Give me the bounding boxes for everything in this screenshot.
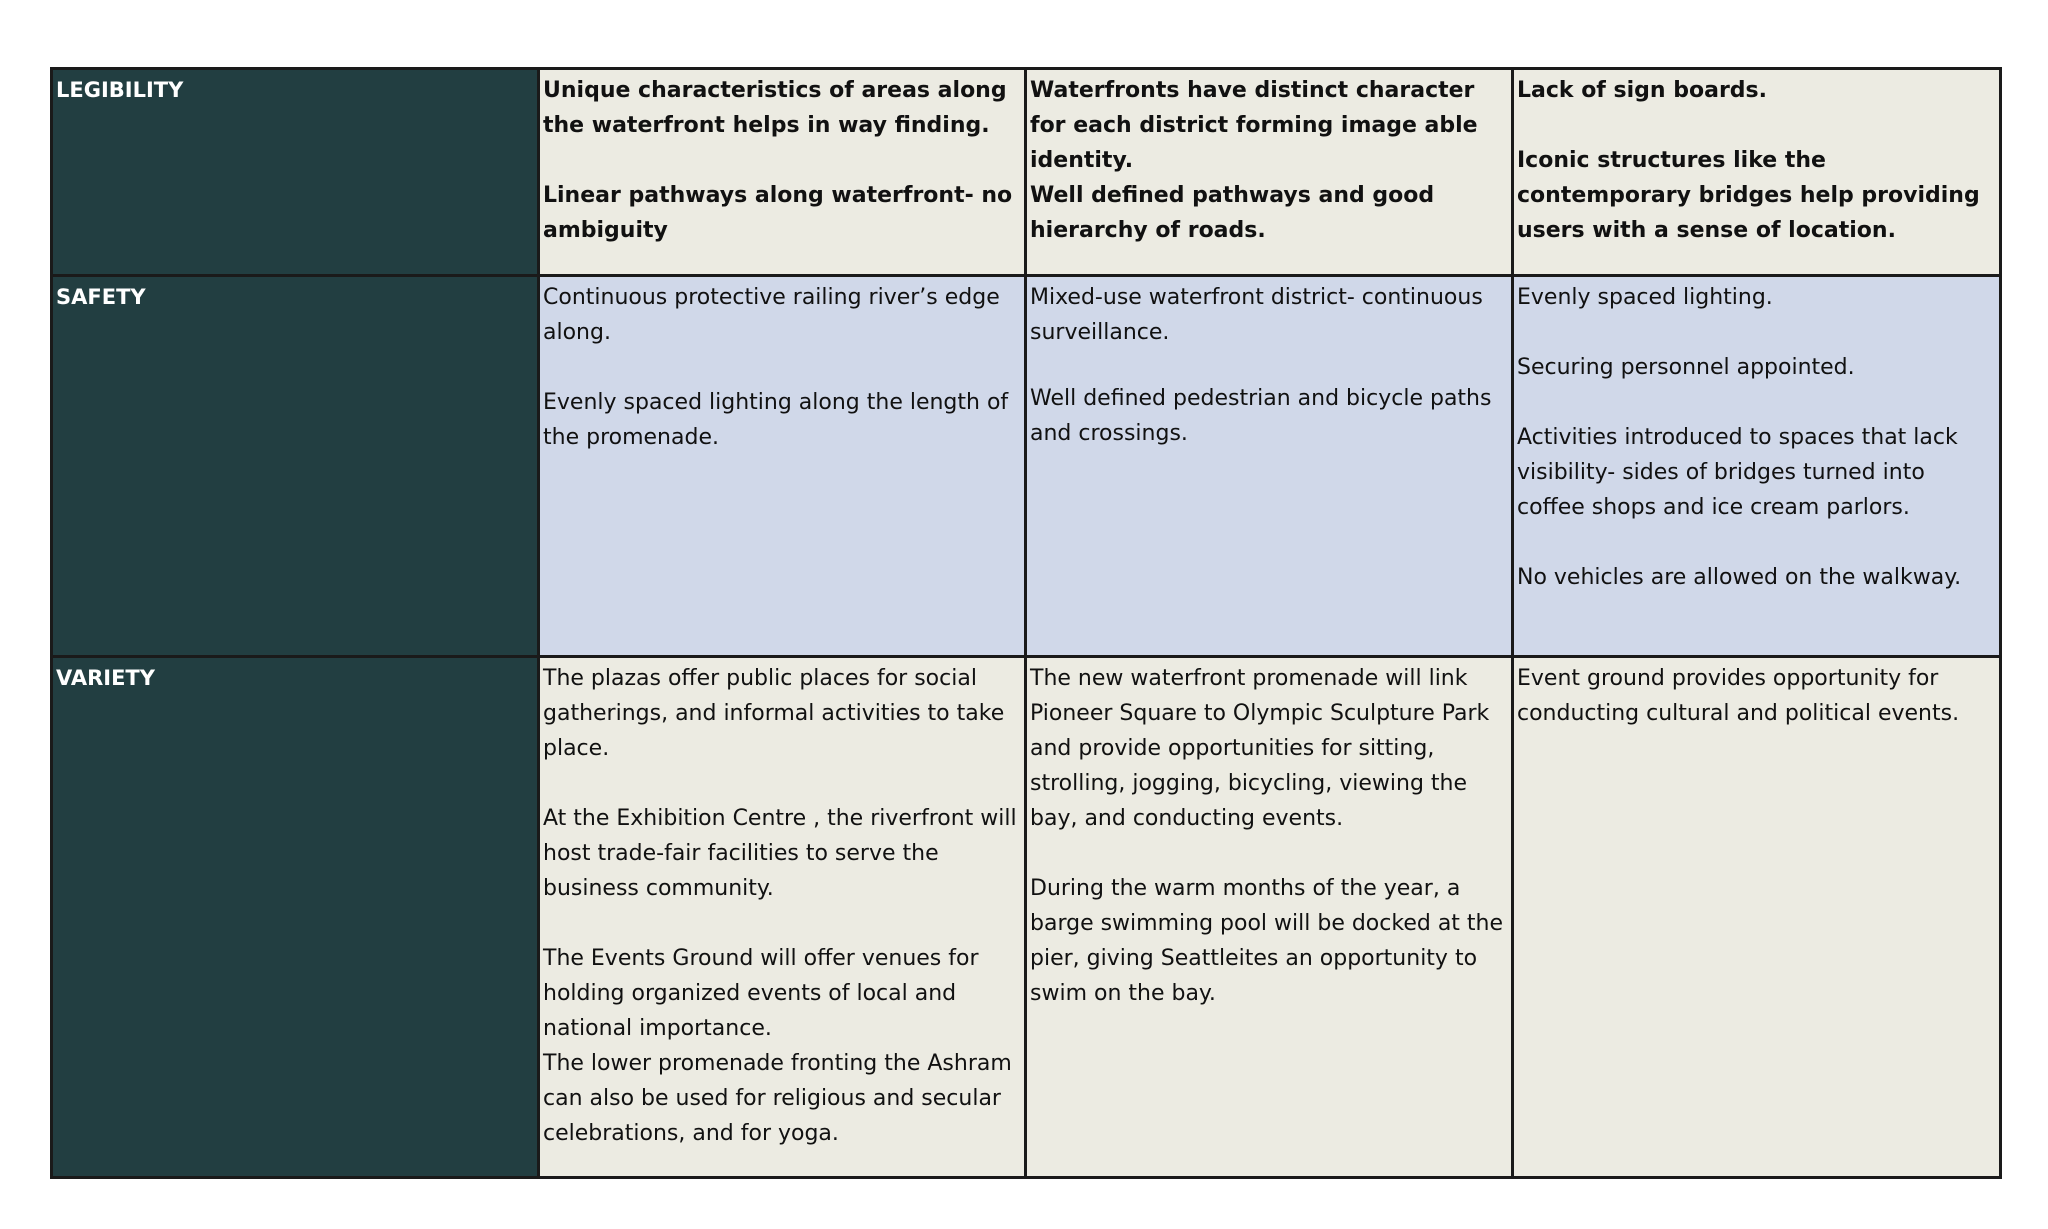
paragraph-gap [543, 766, 1020, 801]
paragraph-gap [1030, 350, 1507, 381]
paragraph-gap [543, 143, 1020, 178]
safety-cell-3-para-3: Activities introduced to spaces that lack visibility- sides of bridges turned into coffee shops and ice cream parlors. [1517, 425, 1958, 520]
legibility-cell-1-para-1: Unique characteristics of areas along the waterfront helps in way finding. [543, 78, 1007, 138]
legibility-cell-3-para-2: Iconic structures like the contemporary bridges help providing users with a sense of location. [1517, 148, 1980, 243]
safety-cell-1-para-2: Evenly spaced lighting along the length of the promenade. [543, 390, 1009, 450]
row-heading-safety: SAFETY [52, 276, 539, 657]
variety-cell-2 [1026, 657, 1513, 1178]
legibility-cell-3 [1513, 69, 2001, 276]
row-heading-variety: VARIETY [52, 657, 539, 1178]
variety-cell-1-para-2: At the Exhibition Centre , the riverfront will host trade-fair facilities to serve the business community. [543, 806, 1017, 901]
paragraph-gap [543, 350, 1020, 385]
variety-cell-2-para-1: The new waterfront promenade will link Pioneer Square to Olympic Sculpture Park and provide opportunities for sitting, strolling, jogging, bicycling, viewing the bay, and conducting events. [1030, 666, 1490, 831]
variety-cell-2-para-2: During the warm months of the year, a barge swimming pool will be docked at the pier, giving Seattleites an opportunity to swim on the bay. [1030, 876, 1504, 1006]
variety-cell-1-para-1: The plazas offer public places for social gatherings, and informal activities to take place. [543, 666, 1005, 761]
legibility-cell-2 [1026, 69, 1513, 276]
legibility-cell-3-para-1: Lack of sign boards. [1517, 78, 1768, 103]
safety-cell-1 [539, 276, 1026, 657]
variety-cell-3-para-1: Event ground provides opportunity for conducting cultural and political events. [1517, 666, 1960, 726]
safety-cell-3-para-2: Securing personnel appointed. [1517, 355, 1855, 380]
paragraph-gap [1517, 385, 1995, 420]
variety-cell-1-para-4: The lower promenade fronting the Ashram can also be used for religious and secular celebrations, and for yoga. [543, 1051, 1012, 1146]
paragraph-gap [1517, 108, 1995, 143]
safety-cell-2-para-2: Well defined pedestrian and bicycle paths and crossings. [1030, 386, 1492, 446]
comparison-table [50, 67, 2002, 1179]
safety-cell-1-para-1: Continuous protective railing river’s edge along. [543, 285, 1000, 345]
safety-cell-2 [1026, 276, 1513, 657]
legibility-cell-2-para-1: Waterfronts have distinct character for each district forming image able identity. [1030, 78, 1478, 173]
paragraph-gap [1030, 836, 1507, 871]
legibility-cell-1-para-2: Linear pathways along waterfront- no ambiguity [543, 183, 1013, 243]
variety-cell-3 [1513, 657, 2001, 1178]
table-row-safety [52, 276, 2001, 657]
table-row-variety [52, 657, 2001, 1178]
legibility-cell-2-para-2: Well defined pathways and good hierarchy of roads. [1030, 183, 1435, 243]
table-row-legibility [52, 69, 2001, 276]
safety-cell-3 [1513, 276, 2001, 657]
variety-cell-1 [539, 657, 1026, 1178]
row-heading-legibility: LEGIBILITY [52, 69, 539, 276]
safety-cell-2-para-1: Mixed-use waterfront district- continuous surveillance. [1030, 285, 1483, 345]
paragraph-gap [1517, 525, 1995, 560]
safety-cell-3-para-1: Evenly spaced lighting. [1517, 285, 1773, 310]
safety-cell-3-para-4: No vehicles are allowed on the walkway. [1517, 565, 1962, 590]
variety-cell-1-para-3: The Events Ground will offer venues for holding organized events of local and national importance. [543, 946, 979, 1041]
paragraph-gap [543, 906, 1020, 941]
paragraph-gap [1517, 315, 1995, 350]
legibility-cell-1 [539, 69, 1026, 276]
